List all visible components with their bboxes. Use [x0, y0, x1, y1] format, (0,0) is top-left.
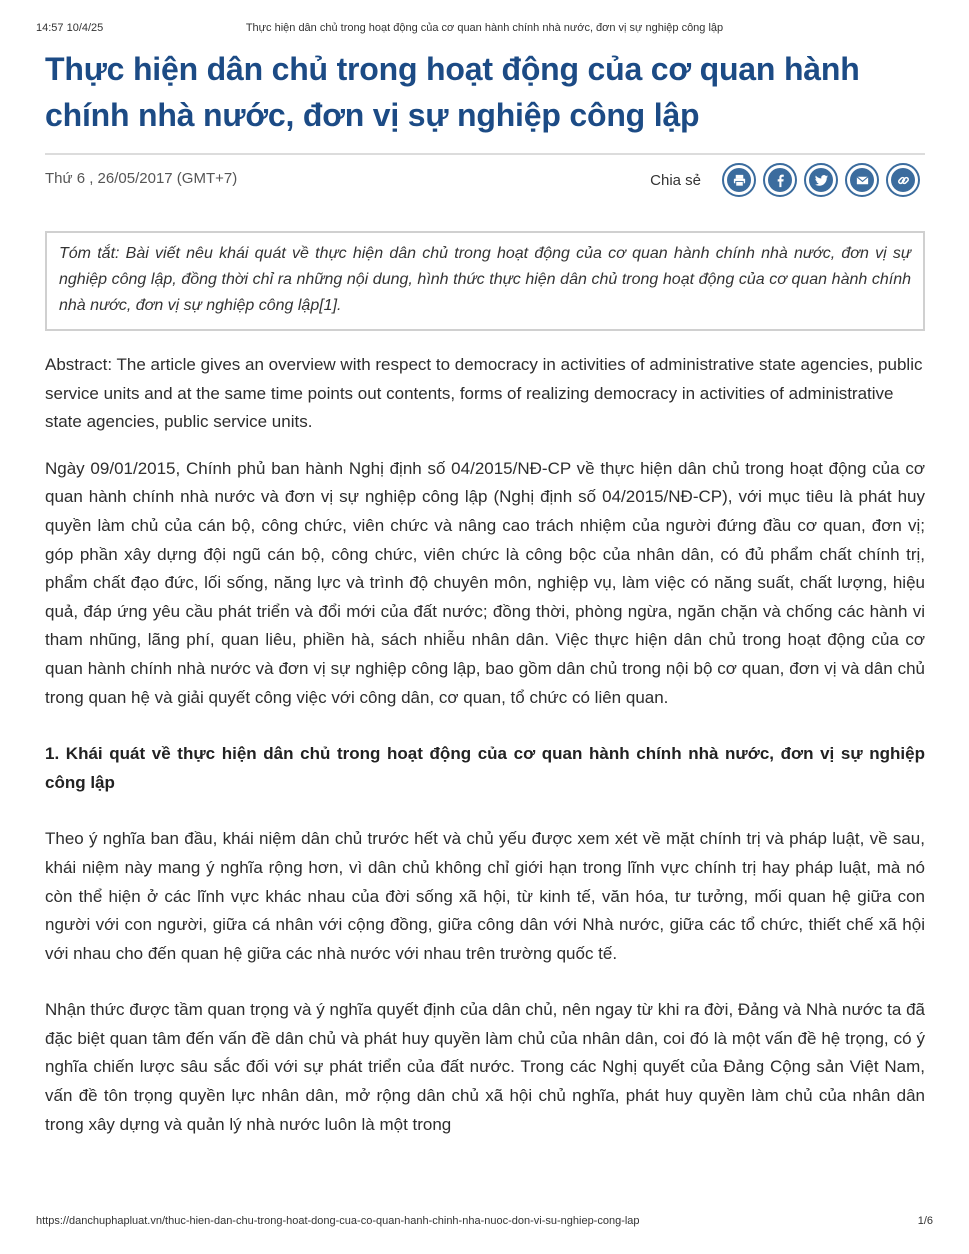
twitter-icon [814, 173, 829, 188]
facebook-icon [773, 173, 788, 188]
section-heading-1: 1. Khái quát về thực hiện dân chủ trong hoạt động của cơ quan hành chính nhà nước, đơn vị sự nghiệp công lập [45, 744, 925, 792]
print-button[interactable] [722, 163, 756, 197]
printer-icon [732, 173, 747, 188]
print-timestamp: 14:57 10/4/25 [36, 22, 104, 34]
print-footer [36, 1215, 933, 1231]
body-paragraph-2: Theo ý nghĩa ban đầu, khái niệm dân chủ trước hết và chủ yếu được xem xét về mặt chính trị và pháp luật, về sau, khái niệm này mang ý nghĩa rộng hơn, vì dân chủ không chỉ giới hạn trong lĩnh vực chính trị hay pháp luật, mà nó còn thể hiện ở các lĩnh vực khác nhau của đời sống xã hội, từ kinh tế, văn hóa, tư tưởng, mối quan hệ giữa con người với con người, giữa cá nhân với cộng đồng, giữa công dân với Nhà nước, giữa các tổ chức, thiết chế xã hội với nhau cho đến quan hệ giữa các nhà nước với nhau trên trường quốc tế. [45, 829, 925, 963]
email-share-button[interactable] [845, 163, 879, 197]
print-page-title: Thực hiện dân chủ trong hoạt động của cơ quan hành chính nhà nước, đơn vị sự nghiệp công lập [245, 22, 724, 34]
body-paragraph-1: Ngày 09/01/2015, Chính phủ ban hành Nghị định số 04/2015/NĐ-CP về thực hiện dân chủ trong hoạt động của cơ quan hành chính nhà nước và đơn vị sự nghiệp công lập (Nghị định số 04/2015/NĐ-CP), với mục tiêu là phát huy quyền làm chủ của cán bộ, công chức, viên chức và nâng cao trách nhiệm của người đứng đầu cơ quan, đơn vị; góp phần xây dựng đội ngũ cán bộ, công chức, viên chức là công bộc của nhân dân, có đủ phẩm chất chính trị, phẩm chất đạo đức, lối sống, năng lực và trình độ chuyên môn, nghiệp vụ, làm việc có năng suất, chất lượng, hiệu quả, đáp ứng yêu cầu phát triển và đổi mới của đất nước; đồng thời, phòng ngừa, ngăn chặn và chống các hành vi tham nhũng, lãng phí, quan liêu, phiền hà, sách nhiễu nhân dân. Việc thực hiện dân chủ trong hoạt động của cơ quan hành chính nhà nước và đơn vị sự nghiệp công lập, bao gồm dân chủ trong nội bộ cơ quan, đơn vị và dân chủ trong quan hệ và giải quyết công việc với công dân, cơ quan, tổ chức có liên quan. [45, 458, 925, 707]
print-header [36, 22, 933, 38]
print-page-url: https://danchuphapluat.vn/thuc-hien-dan-chu-trong-hoat-dong-cua-co-quan-hanh-chinh-nha-nuoc-don-vi-su-nghiep-cong-lap [36, 1215, 640, 1227]
link-icon [896, 173, 911, 188]
print-page-number: 1/6 [917, 1215, 933, 1227]
article-summary: Tóm tắt: Bài viết nêu khái quát về thực hiện dân chủ trong hoạt động của cơ quan hành chính nhà nước, đơn vị sự nghiệp công lập, đồng thời chỉ ra những nội dung, hình thức thực hiện dân chủ trong hoạt động của cơ quan hành chính nhà nước, đơn vị sự nghiệp công lập[1]. [45, 231, 925, 331]
facebook-share-button[interactable] [763, 163, 797, 197]
article [45, 46, 925, 1139]
body-paragraph-3: Nhận thức được tầm quan trọng và ý nghĩa quyết định của dân chủ, nên ngay từ khi ra đời, Đảng và Nhà nước ta đã đặc biệt quan tâm đến vấn đề dân chủ và phát huy quyền làm chủ của nhân dân, coi đó là một vấn đề hệ trọng, có ý nghĩa chiến lược sâu sắc đối với sự phát triển của đất nước. Trong các Nghị quyết của Đảng Cộng sản Việt Nam, vấn đề tôn trọng quyền lực nhân dân, mở rộng dân chủ xã hội chủ nghĩa, phát huy quyền làm chủ của nhân dân trong xây dựng và quản lý nhà nước luôn là một trong [45, 1000, 925, 1134]
article-date: Thứ 6 , 26/05/2017 (GMT+7) [45, 170, 238, 187]
copy-link-button[interactable] [886, 163, 920, 197]
envelope-icon [855, 173, 870, 188]
twitter-share-button[interactable] [804, 163, 838, 197]
article-abstract: Abstract: The article gives an overview with respect to democracy in activities of administrative state agencies, public service units and at the same time points out contents, forms of realizing democracy in activities of administrative state agencies, public service units. [45, 355, 923, 432]
share-bar [650, 163, 920, 197]
article-title: Thực hiện dân chủ trong hoạt động của cơ quan hành chính nhà nước, đơn vị sự nghiệp công lập [45, 51, 860, 133]
article-meta-bar [45, 153, 925, 207]
share-label: Chia sẻ [650, 171, 701, 189]
